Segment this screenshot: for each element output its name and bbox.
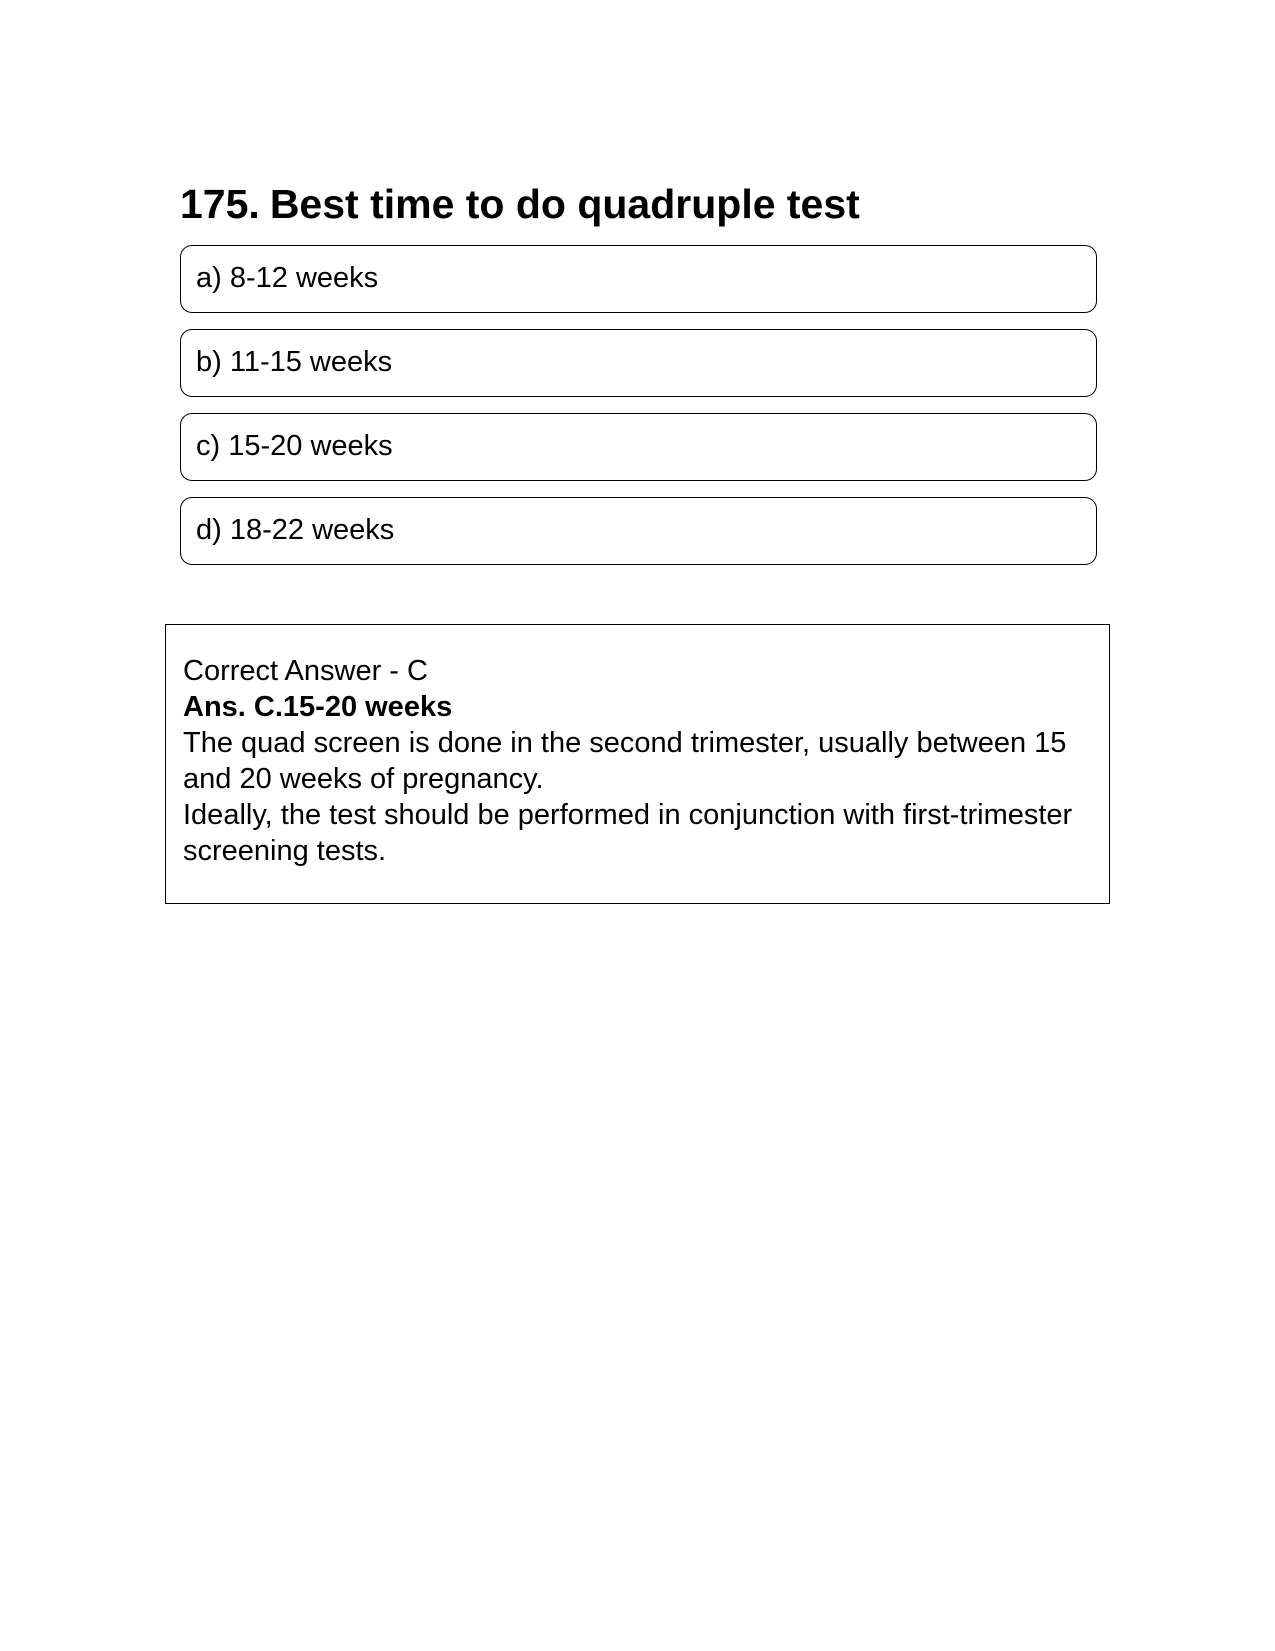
question-number: 175. bbox=[180, 181, 260, 227]
answer-explanation-box bbox=[165, 624, 1110, 904]
explanation-paragraph-1: The quad screen is done in the second trimester, usually between 15 and 20 weeks of pregnancy. bbox=[183, 727, 1067, 795]
question-text: Best time to do quadruple test bbox=[269, 181, 860, 227]
option-a[interactable]: a) 8-12 weeks bbox=[180, 245, 1097, 313]
explanation-paragraph-2: Ideally, the test should be performed in conjunction with first-trimester screening tests. bbox=[183, 799, 1073, 867]
option-d[interactable]: d) 18-22 weeks bbox=[180, 497, 1097, 565]
answer-heading: Ans. C.15-20 weeks bbox=[183, 691, 453, 723]
option-b[interactable]: b) 11-15 weeks bbox=[180, 329, 1097, 397]
option-c[interactable]: c) 15-20 weeks bbox=[180, 413, 1097, 481]
question-title bbox=[180, 176, 860, 232]
correct-answer-line: Correct Answer - C bbox=[183, 655, 428, 687]
